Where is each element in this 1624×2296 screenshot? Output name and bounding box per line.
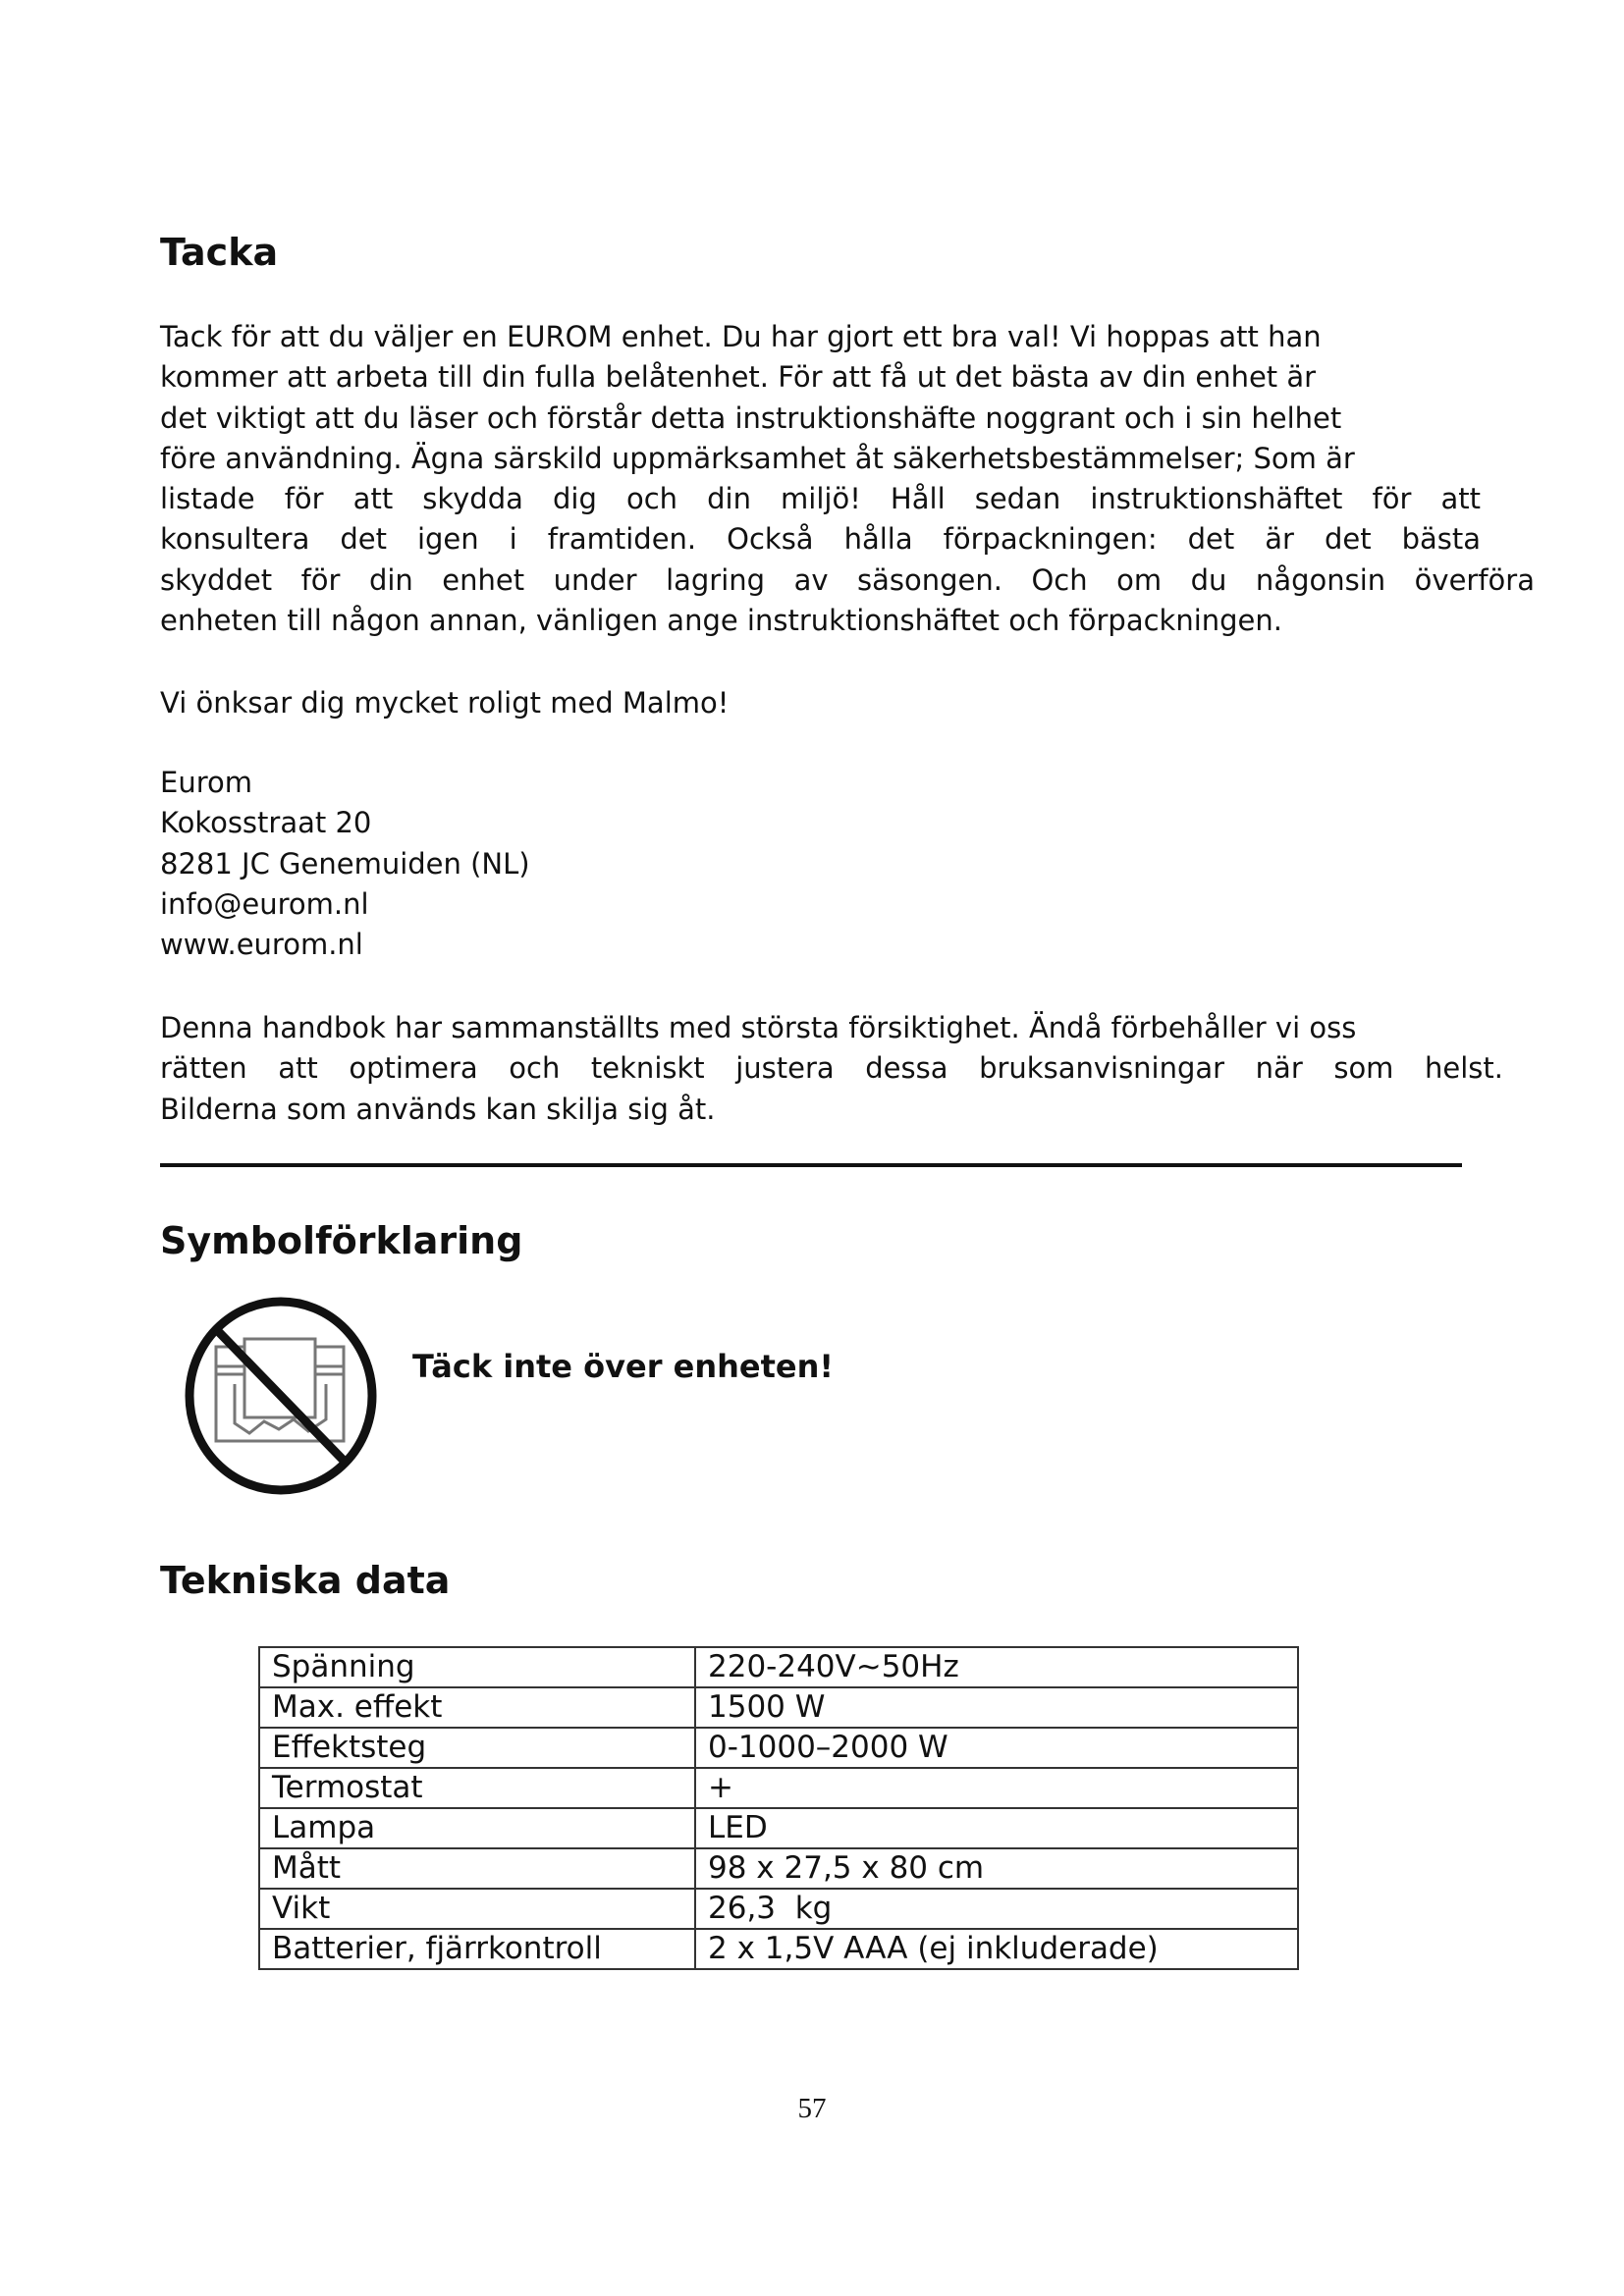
address-block [160, 763, 530, 965]
street-address: Kokosstraat 20 [160, 806, 372, 840]
symbol-description: Täck inte över enheten! [412, 1348, 834, 1385]
table-row [259, 1728, 1298, 1768]
disclaimer-paragraph [160, 1008, 1503, 1130]
heading-tacka: Tacka [160, 231, 279, 274]
spec-value: 98 x 27,5 x 80 cm [695, 1848, 1298, 1889]
spec-value: LED [695, 1808, 1298, 1848]
table-row [259, 1808, 1298, 1848]
do-not-cover-icon [181, 1296, 381, 1496]
text-line: före användning. Ägna särskild uppmärksamhet åt säkerhetsbestämmelser; Som är [160, 441, 1355, 475]
spec-value: 0-1000–2000 W [695, 1728, 1298, 1768]
table-row [259, 1768, 1298, 1808]
table-row [259, 1848, 1298, 1889]
spec-value: 2 x 1,5V AAA (ej inkluderade) [695, 1929, 1298, 1969]
thanks-paragraph [160, 317, 1535, 641]
company-name: Eurom [160, 766, 252, 799]
table-row [259, 1687, 1298, 1728]
text-line: Tack för att du väljer en EUROM enhet. Du har gjort ett bra val! Vi hoppas att han [160, 320, 1322, 353]
table-row [259, 1889, 1298, 1929]
text-line: skyddet för din enhet under lagring av säsongen. Och om du någonsin överföra [160, 562, 1535, 597]
text-line: det viktigt att du läser och förstår detta instruktionshäfte noggrant och i sin helhet [160, 400, 1342, 435]
table-row [259, 1929, 1298, 1969]
spec-label: Batterier, fjärrkontroll [259, 1929, 695, 1969]
text-line: listade för att skydda dig och din miljö! Håll sedan instruktionshäftet för att [160, 482, 1481, 516]
text-line: Bilderna som används kan skilja sig åt. [160, 1092, 716, 1126]
postal-city: 8281 JC Genemuiden (NL) [160, 846, 530, 881]
spec-label: Lampa [259, 1808, 695, 1848]
website-link[interactable]: www.eurom.nl [160, 928, 363, 962]
spec-value: 220-240V~50Hz [695, 1647, 1298, 1687]
specs-table [258, 1646, 1299, 1970]
spec-label: Mått [259, 1848, 695, 1889]
spec-label: Max. effekt [259, 1687, 695, 1728]
page-number: 57 [797, 2093, 827, 2124]
closing-text: Vi önksar dig mycket roligt med Malmo! [160, 686, 730, 720]
table-row [259, 1647, 1298, 1687]
spec-value: + [695, 1768, 1298, 1808]
section-divider [160, 1163, 1462, 1167]
email-link[interactable]: info@eurom.nl [160, 886, 369, 921]
text-line: enheten till någon annan, vänligen ange instruktionshäftet och förpackningen. [160, 604, 1282, 638]
spec-label: Termostat [259, 1768, 695, 1808]
spec-label: Effektsteg [259, 1728, 695, 1768]
text-line: rätten att optimera och tekniskt justera dessa bruksanvisningar när som helst. [160, 1051, 1503, 1086]
spec-value: 1500 W [695, 1687, 1298, 1728]
heading-symbols: Symbolförklaring [160, 1219, 523, 1262]
spec-label: Vikt [259, 1889, 695, 1929]
spec-label: Spänning [259, 1647, 695, 1687]
text-line: Denna handbok har sammanställts med största försiktighet. Ändå förbehåller vi oss [160, 1011, 1357, 1044]
text-line: kommer att arbeta till din fulla belåtenhet. För att få ut det bästa av din enhet är [160, 360, 1317, 395]
heading-specs: Tekniska data [160, 1559, 451, 1602]
text-line: konsultera det igen i framtiden. Också hålla förpackningen: det är det bästa [160, 522, 1481, 557]
spec-value: 26,3 kg [695, 1889, 1298, 1929]
